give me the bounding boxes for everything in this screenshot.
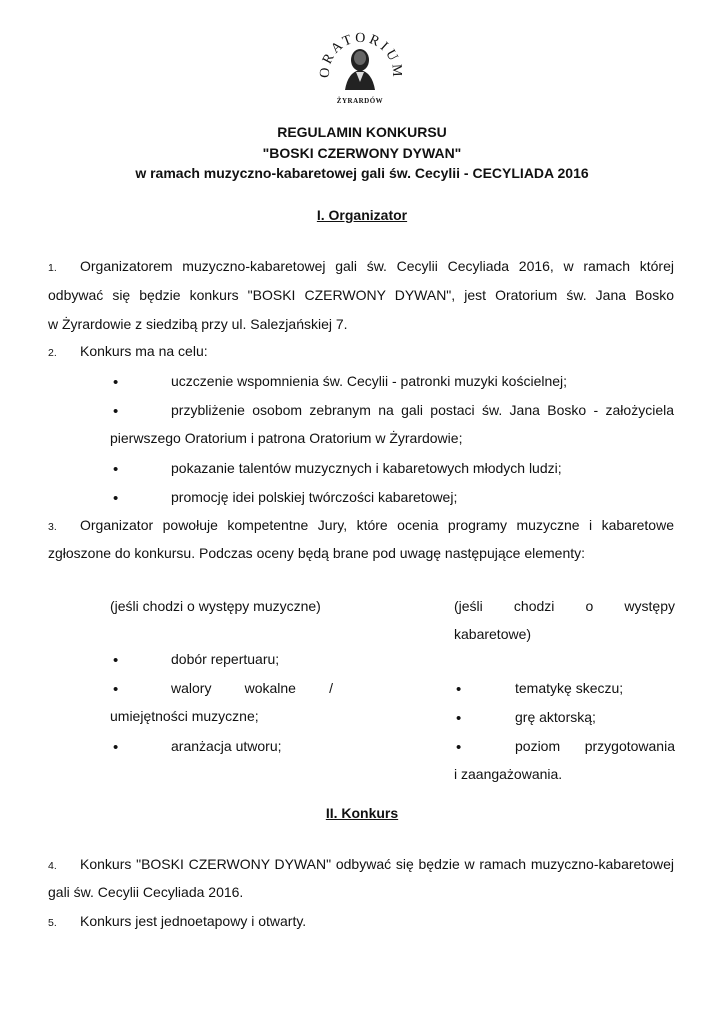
cabaret-criterion-3-word: przygotowania: [584, 738, 675, 754]
goal-item-2-line-2: pierwszego Oratorium i patrona Oratorium w Żyrardowie;: [110, 430, 463, 446]
bullet-icon: •: [113, 652, 119, 669]
paragraph-2-intro: Konkurs ma na celu:: [80, 343, 208, 359]
oratorium-logo: [318, 20, 402, 106]
music-criterion-2-word: /: [329, 680, 333, 696]
paragraph-1-line-2: odbywać się będzie konkurs "BOSKI CZERWONY DYWAN", jest Oratorium św. Jana Bosko: [48, 287, 674, 303]
paragraph-3-line-1: Organizator powołuje kompetentne Jury, które ocenia programy muzyczne i kabaretowe: [80, 517, 674, 533]
bullet-icon: •: [456, 710, 462, 727]
cabaret-header-word: chodzi: [513, 598, 555, 614]
bullet-icon: •: [456, 681, 462, 698]
cabaret-criterion-3-word: poziom: [515, 738, 561, 754]
paragraph-5-line-1: Konkurs jest jednoetapowy i otwarty.: [80, 913, 307, 929]
goal-item-4: promocję idei polskiej twórczości kabaretowej;: [171, 489, 458, 505]
bullet-icon: •: [113, 374, 119, 391]
paragraph-number-2: 2.: [48, 347, 57, 359]
bullet-icon: •: [113, 403, 119, 420]
logo-arc-text: ORATORIU: [318, 30, 402, 79]
paragraph-number-1: 1.: [48, 262, 57, 274]
music-criterion-2-word: walory: [171, 680, 212, 696]
oratorium-logo-icon: [318, 20, 402, 106]
cabaret-criterion-3-line-1: [515, 738, 675, 754]
logo-subtitle: ŻYRARDÓW: [336, 97, 384, 105]
paragraph-3-line-2: zgłoszone do konkursu. Podczas oceny będą brane pod uwagę następujące elementy:: [48, 545, 586, 561]
section-title-organizator: I. Organizator: [316, 207, 408, 223]
header-line-3: w ramach muzyczno-kabaretowej gali św. Cecylii - CECYLIADA 2016: [135, 165, 589, 181]
paragraph-number-4: 4.: [48, 860, 57, 872]
cabaret-criterion-1: tematykę skeczu;: [515, 680, 624, 696]
goal-item-3: pokazanie talentów muzycznych i kabaretowych młodych ludzi;: [171, 460, 562, 476]
cabaret-column-header-line-2: kabaretowe): [454, 626, 532, 642]
bullet-icon: •: [113, 681, 119, 698]
header-line-1: REGULAMIN KONKURSU: [277, 124, 447, 140]
header-line-2: "BOSKI CZERWONY DYWAN": [262, 145, 462, 161]
music-criterion-1: dobór repertuaru;: [171, 651, 280, 667]
music-column-header: (jeśli chodzi o występy muzyczne): [110, 598, 321, 614]
section-title-konkurs: II. Konkurs: [325, 805, 399, 821]
bullet-icon: •: [113, 739, 119, 756]
paragraph-4-line-1: Konkurs "BOSKI CZERWONY DYWAN" odbywać się będzie w ramach muzyczno-kabaretowej: [80, 856, 674, 872]
goal-item-1: uczczenie wspomnienia św. Cecylii - patronki muzyki kościelnej;: [171, 373, 568, 389]
paragraph-1-line-1: Organizatorem muzyczno-kabaretowej gali św. Cecylii Cecyliada 2016, w ramach której: [80, 258, 674, 274]
music-criterion-2-line-1: [171, 680, 333, 696]
paragraph-4-line-2: gali św. Cecylii Cecyliada 2016.: [48, 884, 244, 900]
bullet-icon: •: [113, 461, 119, 478]
music-criterion-2-word: wokalne: [244, 680, 296, 696]
music-criterion-3: aranżacja utworu;: [171, 738, 282, 754]
cabaret-header-word: (jeśli: [454, 598, 483, 614]
music-criterion-2-line-2: umiejętności muzyczne;: [110, 708, 259, 724]
bullet-icon: •: [113, 490, 119, 507]
cabaret-header-word: występy: [624, 598, 675, 614]
cabaret-criterion-2: grę aktorską;: [515, 709, 596, 725]
bullet-icon: •: [456, 739, 462, 756]
goal-item-2-line-1: przybliżenie osobom zebranym na gali postaci św. Jana Bosko - założyciela: [171, 402, 674, 418]
cabaret-column-header-line-1: [454, 598, 675, 614]
paragraph-number-3: 3.: [48, 521, 57, 533]
cabaret-header-word: o: [585, 598, 594, 614]
paragraph-1-line-3: w Żyrardowie z siedzibą przy ul. Salezjańskiej 7.: [48, 316, 348, 332]
cabaret-criterion-3-line-2: i zaangażowania.: [454, 766, 563, 782]
paragraph-number-5: 5.: [48, 917, 57, 929]
